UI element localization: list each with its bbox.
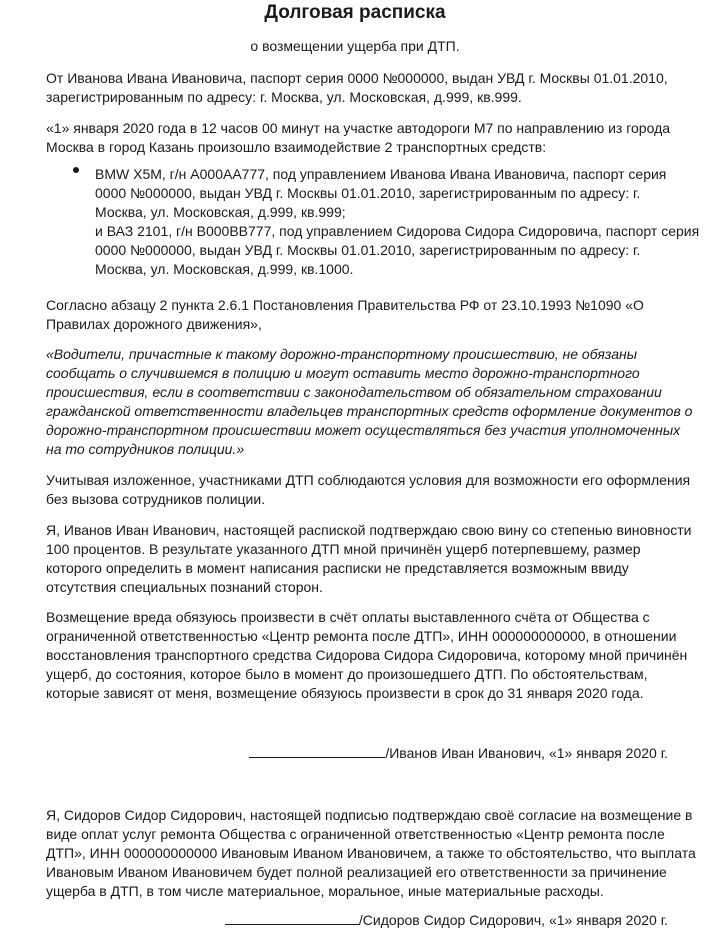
bullet-dot-icon	[73, 167, 79, 173]
text-line: которые зависят от меня, возмещение обязуюсь произвести в срок до 31 января 2020 года.	[46, 685, 644, 701]
text-line: сообщать о случившемся в полицию и могут оставить место дорожно-транспортного	[46, 365, 640, 381]
text-line: Я, Сидоров Сидор Сидорович, настоящей подписью подтверждаю своё согласие на возмещение в	[46, 807, 693, 823]
text-line: гражданской ответственности владельцев транспортных средств оформление документов о	[46, 403, 693, 419]
text-line: ДТП», ИНН 000000000000 Ивановым Иваном Ивановичем, а также то обстоятельство, что выплата	[46, 845, 696, 861]
list-line: Москва, ул. Московская, д.999, кв.999;	[95, 204, 346, 220]
paragraph-guilt	[46, 521, 692, 597]
text-line: ограниченной ответственностью «Центр ремонта после ДТП», ИНН 000000000000, в отношении	[46, 628, 677, 644]
text-line: От Иванова Ивана Ивановича, паспорт серия 0000 №000000, выдан УВД г. Москвы 01.01.2010,	[46, 70, 668, 86]
signature-sidorov	[225, 911, 668, 930]
text-line: «Водители, причастные к такому дорожно-транспортному происшествию, не обязаны	[46, 346, 638, 362]
text-line: 100 процентов. В результате указанного ДТП мной причинён ущерб потерпевшему, размер	[46, 541, 641, 557]
text-line: на то сотрудников полиции.»	[46, 441, 245, 457]
paragraph-quote	[46, 345, 692, 459]
document-title: Долговая расписка	[264, 2, 446, 23]
list-line: 0000 №000000, выдан УВД г. Москвы 01.01.2010, зарегистрированным по адресу: г.	[95, 185, 641, 201]
signature-line	[225, 911, 359, 925]
vehicle-list	[95, 165, 699, 279]
text-line: Правилах дорожного движения»,	[46, 316, 262, 332]
list-line: 0000 №000000, выдан УВД г. Москвы 01.01.2010, зарегистрированным по адресу: г.	[95, 242, 641, 258]
text-line: Ивановым Иваном Ивановичем будет полной реализацией его ответственности за причинение	[46, 864, 667, 880]
text-line: Учитывая изложенное, участниками ДТП соблюдаются условия для возможности его оформления	[46, 472, 691, 488]
text-line: зарегистрированным по адресу: г. Москва, ул. Московская, д.999, кв.999.	[46, 89, 522, 105]
signature-sidorov-text: /Сидоров Сидор Сидорович, «1» января 2020 г.	[358, 912, 668, 928]
text-line: виде оплат услуг ремонта Общества с ограниченной ответственностью «Центр ремонта после	[46, 826, 665, 842]
document-subtitle: о возмещении ущерба при ДТП.	[250, 38, 460, 54]
text-line: происшествия, если в соответствии с законодательством об обязательном страховании	[46, 384, 662, 400]
text-line: ущерб, до состояния, которое было в момент до произошедшего ДТП. По обстоятельствам,	[46, 666, 648, 682]
list-line: и ВАЗ 2101, г/н В000ВВ777, под управлением Сидорова Сидора Сидоровича, паспорт серия	[95, 223, 700, 239]
paragraph-rule	[46, 296, 644, 334]
text-line: которого определить в момент написания расписки не представляется возможным ввиду	[46, 560, 629, 576]
paragraph-event	[46, 119, 670, 157]
text-line: отсутствия специальных познаний сторон.	[46, 579, 323, 595]
list-line: BMW X5M, г/н А000АА777, под управлением Иванова Ивана Ивановича, паспорт серия	[95, 166, 667, 182]
paragraph-compensation	[46, 608, 687, 703]
text-line: ущерба в ДТП, в том числе материальное, моральное, иные материальные расходы.	[46, 883, 604, 899]
text-line: «1» января 2020 года в 12 часов 00 минут на участке автодороги М7 по направлению из города	[46, 120, 671, 136]
paragraph-from	[46, 69, 668, 107]
text-line: Я, Иванов Иван Иванович, настоящей распиской подтверждаю свою вину со степенью виновности	[46, 522, 692, 538]
text-line: Возмещение вреда обязуюсь произвести в счёт оплаты выставленного счёта от Общества с	[46, 609, 650, 625]
text-line: без вызова сотрудников полиции.	[46, 491, 266, 507]
signature-ivanov	[249, 744, 668, 763]
text-line: восстановления транспортного средства Сидорова Сидора Сидоровича, которому мной причинён	[46, 647, 688, 663]
signature-ivanov-text: /Иванов Иван Иванович, «1» января 2020 г.	[385, 745, 668, 761]
list-line: Москва, ул. Московская, д.999, кв.1000.	[95, 261, 354, 277]
text-line: Москва в город Казань произошло взаимодействие 2 транспортных средств:	[46, 139, 547, 155]
paragraph-conditions	[46, 471, 690, 509]
paragraph-consent	[46, 806, 696, 901]
text-line: Согласно абзацу 2 пункта 2.6.1 Постановления Правительства РФ от 23.10.1993 №1090 «О	[46, 297, 644, 313]
signature-line	[249, 744, 385, 758]
text-line: дорожно-транспортном происшествии может осуществляться без участия уполномоченных	[46, 422, 681, 438]
